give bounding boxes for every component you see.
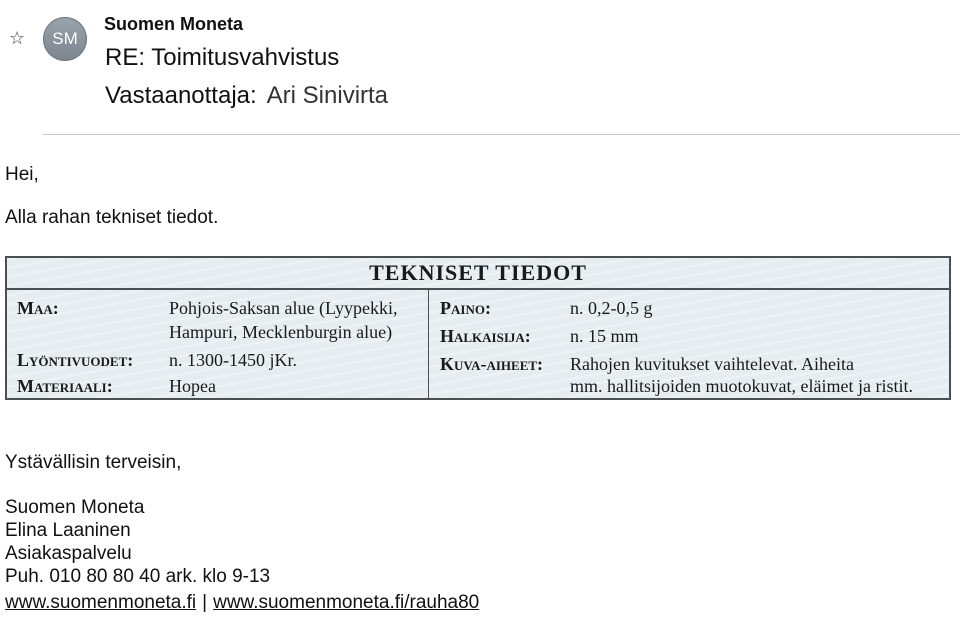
signature-name: Elina Laaninen xyxy=(5,520,131,541)
avatar-initials: SM xyxy=(52,29,78,48)
maa-label: Maa: xyxy=(17,298,59,318)
tech-specs-image xyxy=(5,256,951,400)
signature-links xyxy=(5,592,479,614)
recipient-label: Vastaanottaja: xyxy=(105,82,257,109)
tech-title-rule xyxy=(7,288,949,290)
kuva-label: Kuva-aiheet: xyxy=(440,354,544,374)
avatar xyxy=(43,17,87,61)
tech-title: TEKNISET TIEDOT xyxy=(369,260,587,285)
materiaali-value: Hopea xyxy=(169,376,216,396)
lyonti-value: n. 1300-1450 jKr. xyxy=(169,350,297,370)
header-divider xyxy=(43,134,960,135)
sender-name: Suomen Moneta xyxy=(104,14,244,34)
star-icon[interactable]: ☆ xyxy=(9,28,26,48)
recipient-name[interactable]: Ari Sinivirta xyxy=(266,82,389,109)
materiaali-label: Materiaali: xyxy=(17,376,113,396)
signature-department: Asiakaspalvelu xyxy=(5,543,132,564)
signature-phone: Puh. 010 80 80 40 ark. klo 9-13 xyxy=(5,566,271,587)
paino-value: n. 0,2-0,5 g xyxy=(570,298,653,318)
intro-text: Alla rahan tekniset tiedot. xyxy=(5,207,219,228)
website-link[interactable]: www.suomenmoneta.fi xyxy=(5,592,197,613)
email-subject: RE: Toimitusvahvistus xyxy=(105,44,340,71)
link-separator: | xyxy=(202,592,208,613)
kuva-value-2: mm. hallitsijoiden muotokuvat, eläimet ja ristit. xyxy=(570,376,913,396)
paino-label: Paino: xyxy=(440,298,491,318)
tech-column-rule xyxy=(428,290,429,400)
closing: Ystävällisin terveisin, xyxy=(5,452,182,473)
kuva-value-1: Rahojen kuvitukset vaihtelevat. Aiheita xyxy=(570,354,854,374)
halkaisija-value: n. 15 mm xyxy=(570,326,639,346)
maa-value-2: Hampuri, Mecklenburgin alue) xyxy=(169,322,393,342)
lyonti-label: Lyöntivuodet: xyxy=(17,350,134,370)
signature-company: Suomen Moneta xyxy=(5,497,145,518)
recipient-row xyxy=(105,82,388,110)
rauha80-link[interactable]: www.suomenmoneta.fi/rauha80 xyxy=(213,592,480,613)
halkaisija-label: Halkaisija: xyxy=(440,326,531,346)
maa-value-1: Pohjois-Saksan alue (Lyypekki, xyxy=(169,298,398,318)
greeting: Hei, xyxy=(5,164,39,185)
